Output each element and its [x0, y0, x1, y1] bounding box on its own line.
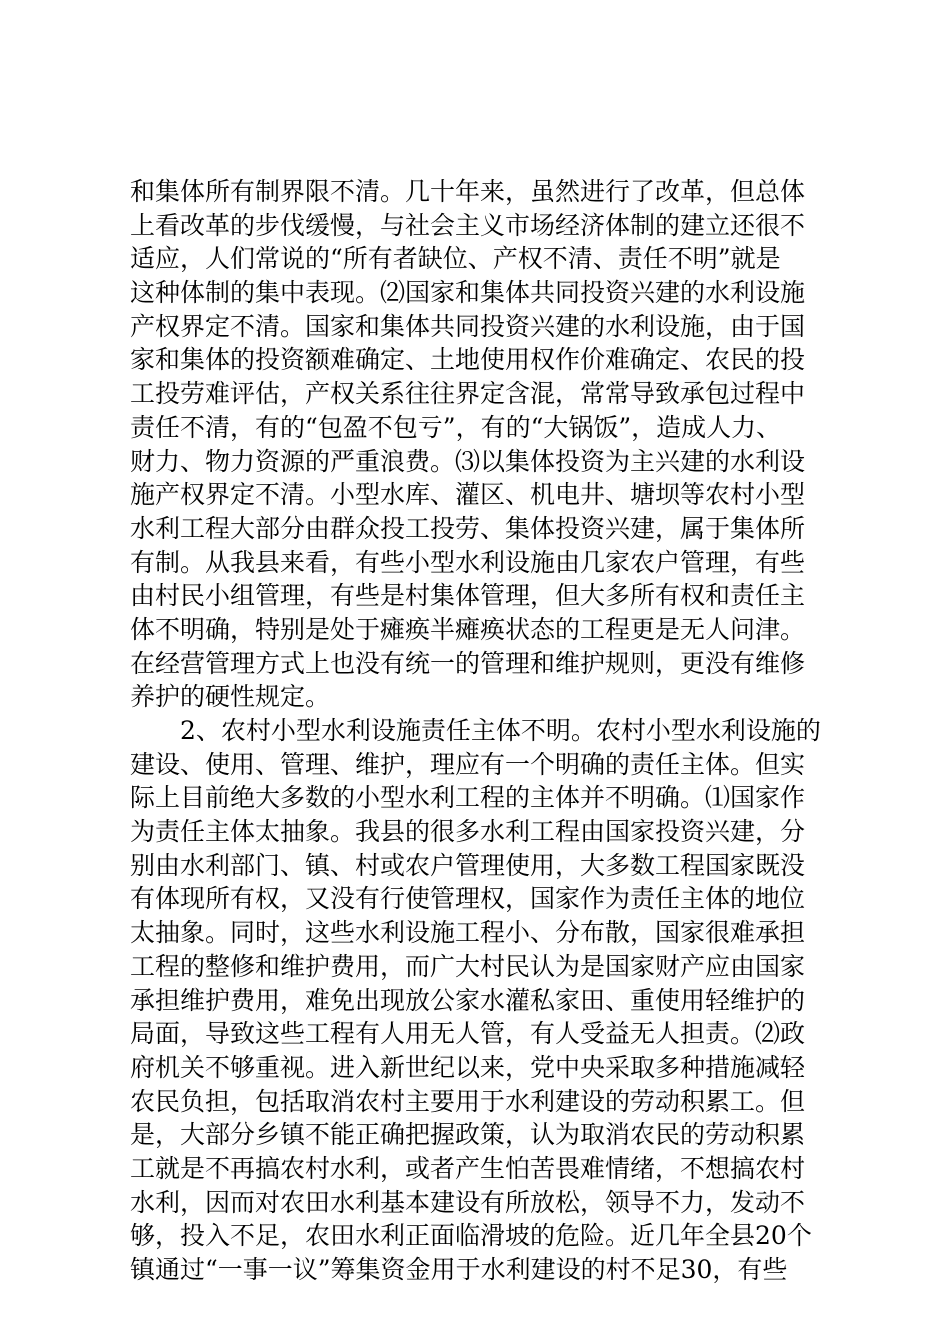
text-line: 建设、使用、管理、维护，理应有一个明确的责任主体。但实 — [130, 749, 806, 779]
text-line: 是，大部分乡镇不能正确把握政策，认为取消农民的劳动积累 — [130, 1120, 806, 1150]
text-line: 太抽象。同时，这些水利设施工程小、分布散，国家很难承担 — [130, 918, 806, 948]
text-line: 府机关不够重视。进入新世纪以来，党中央采取多种措施减轻 — [130, 1052, 806, 1082]
text-line: 这种体制的集中表现。⑵国家和集体共同投资兴建的水利设施 — [130, 278, 806, 308]
text-line: 财力、物力资源的严重浪费。⑶以集体投资为主兴建的水利设 — [130, 446, 806, 476]
paragraph-start-line: 2、农村小型水利设施责任主体不明。农村小型水利设施的 — [180, 716, 821, 745]
text-line: 农民负担，包括取消农村主要用于水利建设的劳动积累工。但 — [130, 1086, 806, 1116]
text-line: 在经营管理方式上也没有统一的管理和维护规则，更没有维修 — [130, 648, 806, 678]
text-line: 家和集体的投资额难确定、土地使用权作价难确定、农民的投 — [130, 345, 806, 375]
text-line: 由村民小组管理，有些是村集体管理，但大多所有权和责任主 — [130, 581, 806, 611]
text-line: 施产权界定不清。小型水库、灌区、机电井、塘坝等农村小型 — [130, 480, 806, 510]
text-line: 镇通过“一事一议”筹集资金用于水利建设的村不足30，有些 — [130, 1255, 788, 1284]
text-line: 上看改革的步伐缓慢，与社会主义市场经济体制的建立还很不 — [130, 210, 806, 240]
text-line: 体不明确，特别是处于瘫痪半瘫痪状态的工程更是无人问津。 — [130, 614, 806, 644]
text-line: 承担维护费用，难免出现放公家水灌私家田、重使用轻维护的 — [130, 985, 806, 1015]
text-line: 够，投入不足，农田水利正面临滑坡的危险。近几年全县20个 — [130, 1221, 812, 1251]
text-line: 工投劳难评估，产权关系往往界定含混，常常导致承包过程中 — [130, 379, 806, 409]
text-line: 适应，人们常说的“所有者缺位、产权不清、责任不明”就是 — [130, 244, 781, 274]
text-line: 产权界定不清。国家和集体共同投资兴建的水利设施，由于国 — [130, 311, 806, 341]
text-line: 为责任主体太抽象。我县的很多水利工程由国家投资兴建，分 — [130, 817, 806, 847]
text-line: 和集体所有制界限不清。几十年来，虽然进行了改革，但总体 — [130, 177, 806, 206]
text-line: 局面，导致这些工程有人用无人管，有人受益无人担责。⑵政 — [130, 1019, 806, 1049]
text-line: 别由水利部门、镇、村或农户管理使用，大多数工程国家既没 — [130, 850, 806, 880]
body-text — [130, 175, 850, 1287]
text-line: 水利工程大部分由群众投工投劳、集体投资兴建，属于集体所 — [130, 513, 806, 543]
text-line: 工就是不再搞农村水利，或者产生怕苦畏难情绪，不想搞农村 — [130, 1153, 806, 1183]
text-line: 养护的硬性规定。 — [130, 682, 331, 712]
text-line: 工程的整修和维护费用，而广大村民认为是国家财产应由国家 — [130, 951, 806, 981]
text-line: 责任不清，有的“包盈不包亏”，有的“大锅饭”，造成人力、 — [130, 412, 782, 442]
text-line: 有制。从我县来看，有些小型水利设施由几家农户管理，有些 — [130, 547, 806, 577]
text-line: 水利，因而对农田水利基本建设有所放松，领导不力，发动不 — [130, 1187, 806, 1217]
text-line: 有体现所有权，又没有行使管理权，国家作为责任主体的地位 — [130, 884, 806, 914]
text-line: 际上目前绝大多数的小型水利工程的主体并不明确。⑴国家作 — [130, 783, 806, 813]
